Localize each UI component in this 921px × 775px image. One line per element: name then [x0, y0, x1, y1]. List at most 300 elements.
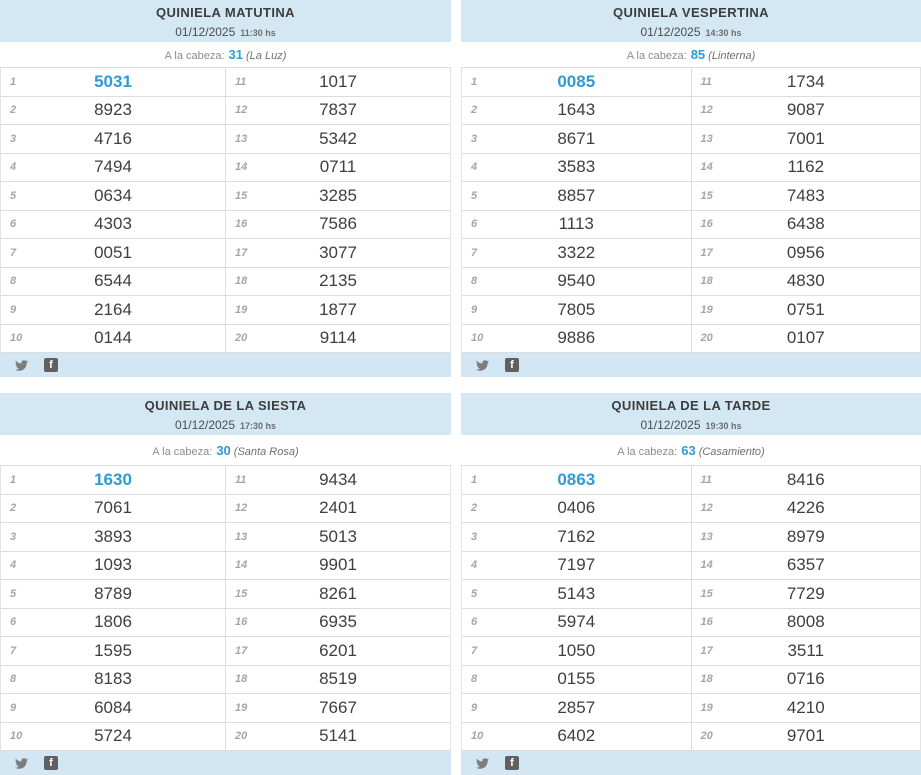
result-cell — [226, 68, 450, 96]
table-row — [462, 296, 920, 325]
panel-quiniela-matutina — [0, 0, 451, 377]
table-row — [462, 239, 920, 268]
cabeza-name: (La Luz) — [246, 50, 287, 62]
position-number: 16 — [700, 616, 713, 629]
table-row — [1, 609, 450, 638]
table-row — [1, 552, 450, 581]
draw-date: 01/12/2025 — [174, 418, 236, 432]
position-number: 19 — [700, 701, 713, 714]
result-cell — [462, 609, 692, 637]
draw-result: 2135 — [319, 271, 357, 291]
result-cell — [462, 154, 692, 182]
result-cell — [462, 211, 692, 239]
panel-quiniela-de-la-tarde — [461, 393, 921, 775]
position-number: 4 — [471, 161, 478, 174]
result-cell — [462, 125, 692, 153]
draw-result: 0711 — [319, 157, 357, 177]
draw-result: 3511 — [787, 640, 825, 660]
position-number: 11 — [700, 473, 712, 486]
result-cell — [692, 552, 921, 580]
position-number: 7 — [471, 644, 478, 657]
table-row — [462, 68, 920, 97]
draw-result: 0144 — [94, 328, 132, 348]
draw-result: 3077 — [319, 242, 357, 262]
position-number: 2 — [471, 104, 478, 117]
draw-result: 1017 — [319, 71, 357, 91]
draw-dateline — [0, 416, 451, 434]
position-number: 16 — [235, 616, 248, 629]
panel-header — [0, 393, 451, 435]
draw-result: 0107 — [786, 328, 825, 348]
table-row — [462, 97, 920, 126]
position-number: 11 — [235, 75, 247, 88]
table-row — [1, 68, 450, 97]
result-cell — [1, 296, 226, 324]
twitter-share-icon[interactable] — [14, 359, 29, 372]
draw-result: 8519 — [319, 669, 357, 689]
position-number: 7 — [471, 246, 478, 259]
draw-result: 9434 — [319, 469, 357, 489]
result-cell — [462, 694, 692, 722]
table-row — [1, 523, 450, 552]
table-row — [462, 694, 920, 723]
result-cell — [226, 211, 450, 239]
draw-result: 0406 — [557, 498, 596, 518]
draw-result: 1643 — [557, 100, 596, 120]
draw-result: 7837 — [319, 100, 357, 120]
draw-result: 1093 — [94, 555, 132, 575]
panel-footer — [461, 353, 921, 377]
position-number: 1 — [10, 75, 17, 88]
position-number: 13 — [700, 132, 713, 145]
draw-result: 7586 — [319, 214, 357, 234]
draw-time: 19:30 hs — [705, 421, 742, 431]
result-cell — [226, 523, 450, 551]
draw-result: 6084 — [94, 697, 132, 717]
result-cell — [692, 154, 921, 182]
position-number: 5 — [10, 189, 17, 202]
draw-time: 14:30 hs — [705, 28, 742, 38]
position-number: 10 — [10, 730, 23, 743]
result-cell — [226, 609, 450, 637]
draw-result: 8183 — [94, 669, 132, 689]
position-number: 10 — [471, 332, 484, 345]
result-cell — [226, 239, 450, 267]
position-number: 16 — [235, 218, 248, 231]
panel-footer — [461, 751, 921, 775]
result-cell — [462, 523, 692, 551]
result-cell — [692, 694, 921, 722]
draw-result: 6357 — [786, 555, 825, 575]
result-cell — [692, 580, 921, 608]
twitter-share-icon[interactable] — [475, 757, 490, 770]
draw-result: 9087 — [786, 100, 825, 120]
table-row — [462, 125, 920, 154]
panel-header — [461, 393, 921, 435]
result-cell — [462, 325, 692, 353]
table-row — [462, 723, 920, 752]
draw-result: 7494 — [94, 157, 132, 177]
position-number: 9 — [471, 303, 478, 316]
draw-result: 9540 — [557, 271, 596, 291]
draw-result: 0634 — [94, 185, 132, 205]
draw-result: 0051 — [94, 242, 132, 262]
result-cell — [462, 637, 692, 665]
draw-result: 5143 — [557, 583, 596, 603]
cabeza-number: 30 — [216, 443, 231, 458]
a-la-cabeza-row — [0, 435, 451, 466]
result-cell — [692, 268, 921, 296]
draw-result: 0085 — [557, 71, 596, 91]
position-number: 8 — [10, 275, 17, 288]
result-cell — [1, 68, 226, 96]
position-number: 9 — [471, 701, 478, 714]
result-cell — [1, 125, 226, 153]
position-number: 9 — [10, 303, 17, 316]
draw-result: 8979 — [786, 526, 825, 546]
facebook-share-icon[interactable]: f — [44, 358, 58, 372]
position-number: 12 — [235, 104, 248, 117]
result-cell — [1, 239, 226, 267]
draw-date: 01/12/2025 — [175, 25, 236, 39]
result-cell — [1, 580, 226, 608]
draw-result: 7061 — [94, 498, 132, 518]
position-number: 1 — [471, 473, 478, 486]
result-cell — [462, 68, 692, 96]
table-row — [462, 466, 920, 495]
draw-result: 5724 — [94, 726, 132, 746]
draw-result: 0863 — [557, 469, 596, 489]
draw-result: 9114 — [319, 328, 357, 348]
table-row — [462, 637, 920, 666]
position-number: 18 — [700, 275, 713, 288]
result-cell — [692, 666, 921, 694]
results-table — [0, 466, 451, 751]
position-number: 6 — [10, 218, 17, 231]
draw-result: 7729 — [786, 583, 825, 603]
position-number: 17 — [235, 644, 248, 657]
draw-result: 6935 — [319, 612, 357, 632]
position-number: 8 — [471, 275, 478, 288]
position-number: 17 — [700, 246, 713, 259]
table-row — [462, 182, 920, 211]
result-cell — [226, 580, 450, 608]
position-number: 2 — [471, 502, 478, 515]
facebook-share-icon[interactable]: f — [505, 756, 519, 770]
result-cell — [462, 97, 692, 125]
position-number: 12 — [700, 104, 713, 117]
draw-time: 17:30 hs — [240, 421, 277, 431]
table-row — [462, 552, 920, 581]
result-cell — [692, 296, 921, 324]
result-cell — [692, 495, 921, 523]
position-number: 15 — [700, 189, 713, 202]
draw-result: 0155 — [557, 669, 596, 689]
position-number: 3 — [471, 530, 478, 543]
result-cell — [226, 125, 450, 153]
result-cell — [462, 296, 692, 324]
twitter-share-icon[interactable] — [475, 359, 490, 372]
table-row — [1, 211, 450, 240]
position-number: 8 — [10, 673, 17, 686]
draw-result: 6201 — [319, 640, 357, 660]
draw-date: 01/12/2025 — [640, 418, 701, 432]
position-number: 19 — [700, 303, 713, 316]
draw-dateline — [461, 23, 921, 41]
position-number: 8 — [471, 673, 478, 686]
cabeza-number: 63 — [681, 443, 696, 458]
draw-result: 1050 — [557, 640, 596, 660]
panel-footer — [0, 353, 451, 377]
position-number: 6 — [471, 218, 478, 231]
position-number: 20 — [235, 730, 248, 743]
position-number: 11 — [700, 75, 712, 88]
position-number: 18 — [235, 673, 248, 686]
draw-result: 9886 — [557, 328, 596, 348]
results-table — [461, 466, 921, 751]
draw-result: 3893 — [94, 526, 132, 546]
draw-result: 6438 — [786, 214, 825, 234]
table-row — [462, 211, 920, 240]
result-cell — [462, 466, 692, 494]
position-number: 15 — [235, 189, 248, 202]
position-number: 14 — [235, 161, 248, 174]
result-cell — [692, 211, 921, 239]
draw-result: 3583 — [557, 157, 596, 177]
position-number: 17 — [700, 644, 713, 657]
position-number: 18 — [235, 275, 248, 288]
table-row — [1, 97, 450, 126]
result-cell — [226, 182, 450, 210]
table-row — [1, 239, 450, 268]
table-row — [462, 609, 920, 638]
result-cell — [226, 723, 450, 751]
result-cell — [462, 182, 692, 210]
result-cell — [226, 268, 450, 296]
draw-dateline — [461, 416, 921, 434]
position-number: 4 — [471, 559, 478, 572]
position-number: 7 — [10, 246, 17, 259]
cabeza-label: A la cabeza: — [626, 50, 687, 62]
a-la-cabeza-row — [461, 435, 921, 466]
position-number: 18 — [700, 673, 713, 686]
result-cell — [692, 125, 921, 153]
result-cell — [692, 723, 921, 751]
draw-result: 1595 — [94, 640, 132, 660]
table-row — [462, 268, 920, 297]
draw-result: 1630 — [94, 469, 132, 489]
result-cell — [462, 580, 692, 608]
result-cell — [1, 523, 226, 551]
draw-result: 8671 — [557, 128, 596, 148]
position-number: 14 — [700, 559, 713, 572]
draw-result: 3285 — [319, 185, 357, 205]
result-cell — [692, 637, 921, 665]
draw-result: 8261 — [319, 583, 357, 603]
position-number: 14 — [235, 559, 248, 572]
draw-date: 01/12/2025 — [640, 25, 701, 39]
position-number: 6 — [471, 616, 478, 629]
panel-title: QUINIELA MATUTINA — [156, 5, 295, 20]
table-row — [1, 296, 450, 325]
position-number: 6 — [10, 616, 17, 629]
position-number: 10 — [10, 332, 23, 345]
twitter-share-icon[interactable] — [14, 757, 29, 770]
table-row — [1, 694, 450, 723]
table-row — [462, 154, 920, 183]
table-row — [1, 580, 450, 609]
draw-result: 7667 — [319, 697, 357, 717]
draw-result: 1734 — [786, 71, 825, 91]
table-row — [1, 325, 450, 354]
result-cell — [692, 182, 921, 210]
result-cell — [226, 97, 450, 125]
table-row — [1, 154, 450, 183]
position-number: 12 — [235, 502, 248, 515]
result-cell — [1, 325, 226, 353]
draw-result: 4226 — [786, 498, 825, 518]
draw-result: 6544 — [94, 271, 132, 291]
draw-result: 5031 — [94, 71, 132, 91]
draw-result: 8416 — [786, 469, 825, 489]
draw-result: 7483 — [786, 185, 825, 205]
draw-result: 0716 — [786, 669, 825, 689]
draw-result: 8857 — [557, 185, 596, 205]
result-cell — [226, 637, 450, 665]
result-cell — [226, 296, 450, 324]
result-cell — [226, 466, 450, 494]
position-number: 5 — [471, 189, 478, 202]
draw-result: 9701 — [786, 726, 825, 746]
position-number: 9 — [10, 701, 17, 714]
result-cell — [462, 552, 692, 580]
panel-header — [461, 0, 921, 42]
position-number: 13 — [700, 530, 713, 543]
facebook-share-icon[interactable]: f — [505, 358, 519, 372]
draw-result: 8789 — [94, 583, 132, 603]
draw-result: 6402 — [557, 726, 596, 746]
position-number: 19 — [235, 303, 248, 316]
position-number: 4 — [10, 161, 17, 174]
table-row — [1, 268, 450, 297]
result-cell — [1, 154, 226, 182]
draw-result: 7805 — [557, 299, 596, 319]
position-number: 20 — [700, 332, 713, 345]
position-number: 2 — [10, 104, 17, 117]
cabeza-name: (Linterna) — [708, 50, 756, 62]
result-cell — [1, 694, 226, 722]
position-number: 5 — [471, 587, 478, 600]
a-la-cabeza-row — [461, 42, 921, 68]
position-number: 19 — [235, 701, 248, 714]
result-cell — [226, 666, 450, 694]
draw-dateline — [0, 23, 451, 41]
draw-result: 1162 — [787, 157, 825, 177]
results-table — [0, 68, 451, 353]
table-row — [1, 666, 450, 695]
position-number: 12 — [700, 502, 713, 515]
position-number: 14 — [700, 161, 713, 174]
position-number: 15 — [700, 587, 713, 600]
draw-result: 7162 — [557, 526, 596, 546]
result-cell — [692, 609, 921, 637]
position-number: 1 — [471, 75, 478, 88]
table-row — [462, 666, 920, 695]
draw-result: 5013 — [319, 526, 357, 546]
position-number: 17 — [235, 246, 248, 259]
result-cell — [226, 325, 450, 353]
result-cell — [1, 637, 226, 665]
result-cell — [462, 495, 692, 523]
position-number: 15 — [235, 587, 248, 600]
draw-result: 2401 — [319, 498, 357, 518]
cabeza-number: 31 — [228, 47, 244, 62]
result-cell — [1, 666, 226, 694]
result-cell — [1, 609, 226, 637]
draw-result: 0751 — [786, 299, 825, 319]
table-row — [1, 182, 450, 211]
result-cell — [1, 552, 226, 580]
result-cell — [226, 694, 450, 722]
result-cell — [692, 523, 921, 551]
position-number: 5 — [10, 587, 17, 600]
result-cell — [462, 723, 692, 751]
position-number: 16 — [700, 218, 713, 231]
facebook-share-icon[interactable]: f — [44, 756, 58, 770]
position-number: 3 — [10, 132, 17, 145]
draw-result: 8923 — [94, 100, 132, 120]
panel-footer — [0, 751, 451, 775]
position-number: 10 — [471, 730, 484, 743]
position-number: 20 — [235, 332, 248, 345]
draw-time: 11:30 hs — [240, 28, 276, 38]
draw-result: 1113 — [558, 214, 594, 234]
draw-result: 1806 — [94, 612, 132, 632]
position-number: 2 — [10, 502, 17, 515]
panel-quiniela-vespertina — [461, 0, 921, 377]
result-cell — [692, 68, 921, 96]
result-cell — [692, 239, 921, 267]
result-cell — [462, 268, 692, 296]
draw-result: 4830 — [786, 271, 825, 291]
position-number: 4 — [10, 559, 17, 572]
position-number: 13 — [235, 530, 248, 543]
draw-result: 4716 — [94, 128, 132, 148]
draw-result: 4303 — [94, 214, 132, 234]
a-la-cabeza-row — [0, 42, 451, 68]
table-row — [462, 580, 920, 609]
cabeza-label: A la cabeza: — [617, 446, 678, 458]
draw-result: 5141 — [319, 726, 357, 746]
table-row — [1, 495, 450, 524]
position-number: 20 — [700, 730, 713, 743]
result-cell — [1, 211, 226, 239]
result-cell — [1, 466, 226, 494]
draw-result: 5342 — [319, 128, 357, 148]
results-table — [461, 68, 921, 353]
table-row — [1, 466, 450, 495]
result-cell — [1, 97, 226, 125]
table-row — [1, 125, 450, 154]
draw-result: 1877 — [319, 299, 357, 319]
position-number: 13 — [235, 132, 248, 145]
cabeza-number: 85 — [690, 47, 706, 62]
draw-result: 3322 — [557, 242, 596, 262]
draw-result: 8008 — [786, 612, 825, 632]
panel-title: QUINIELA DE LA SIESTA — [144, 398, 307, 413]
result-cell — [1, 495, 226, 523]
position-number: 3 — [471, 132, 478, 145]
